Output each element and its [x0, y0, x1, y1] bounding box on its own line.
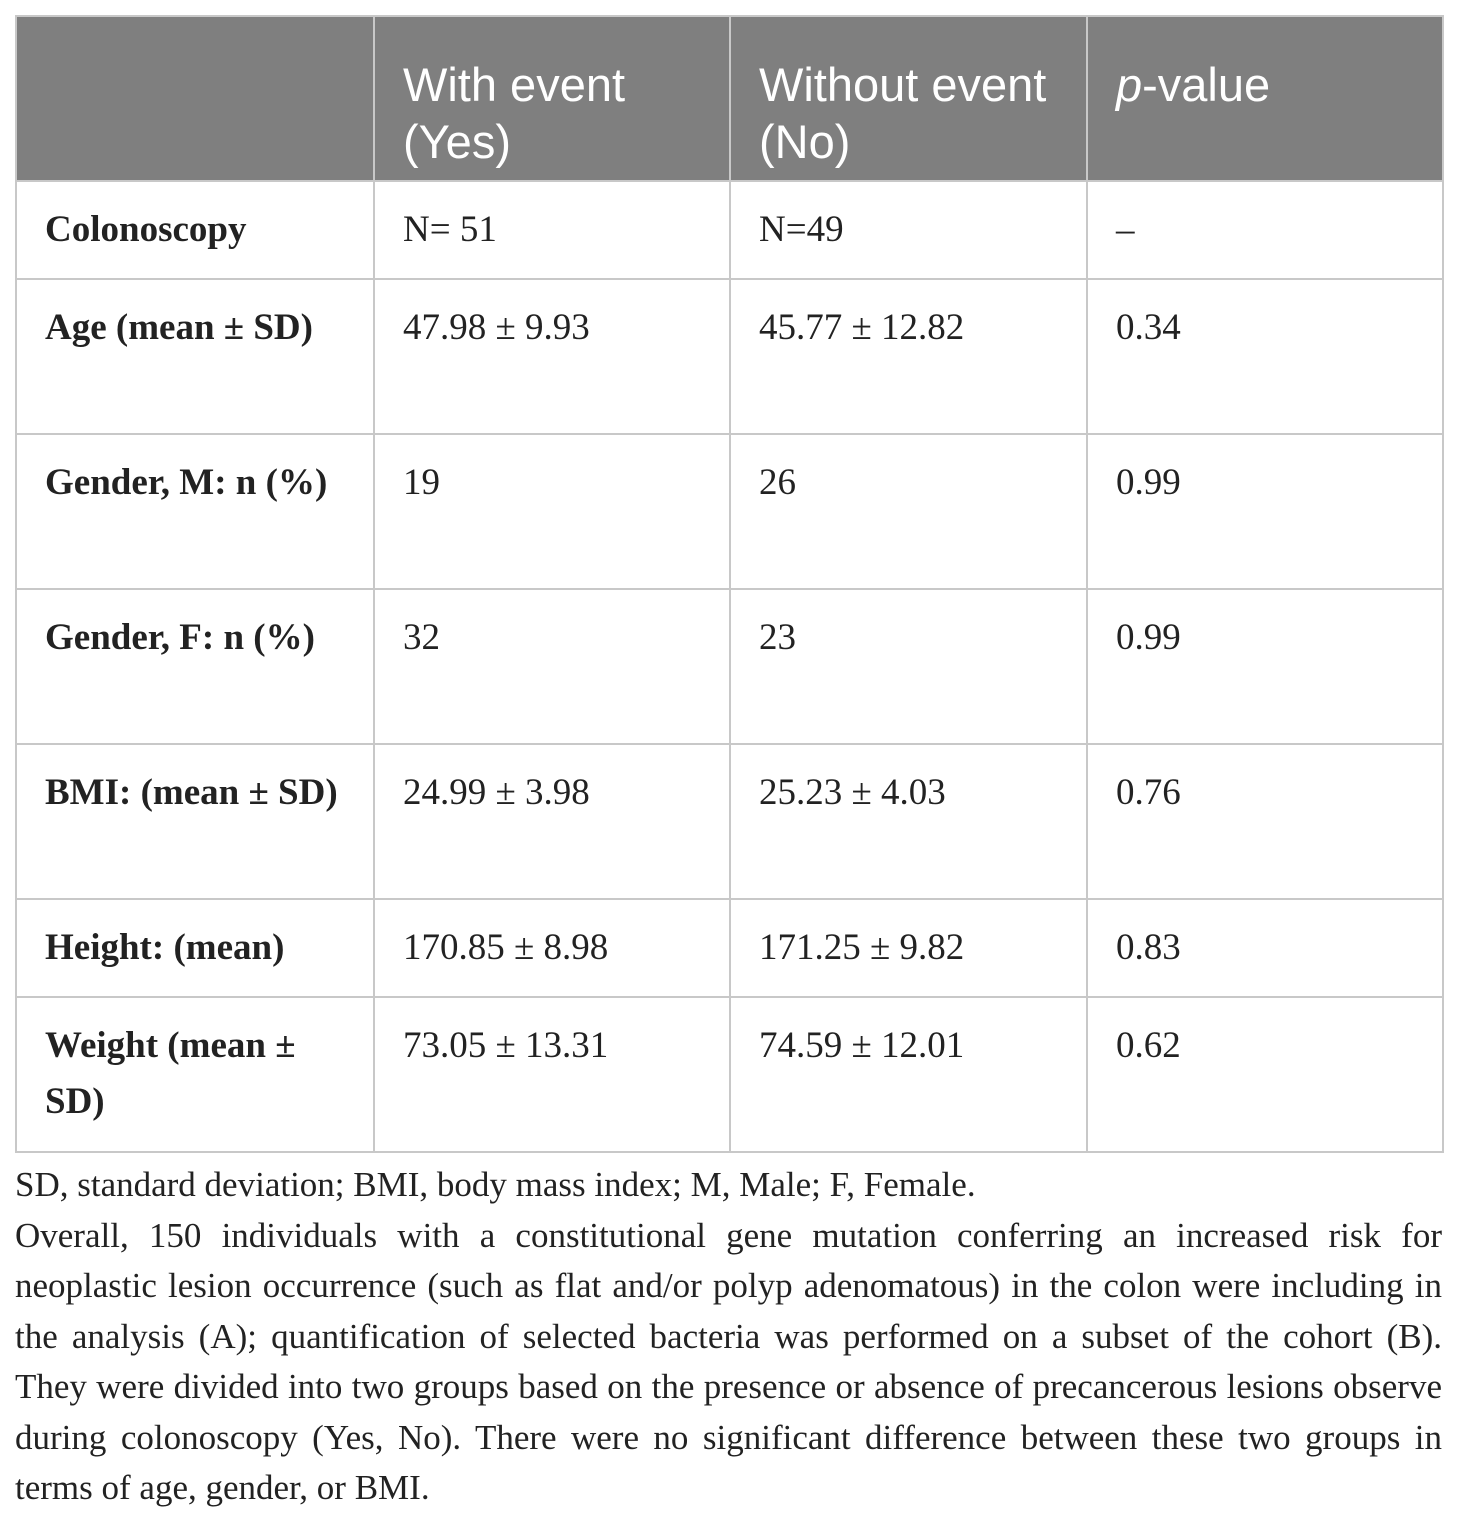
header-empty-cell: [16, 16, 374, 181]
cell-yes: 24.99 ± 3.98: [374, 744, 730, 899]
row-label: Gender, M: n (%): [16, 434, 374, 589]
cell-no: 23: [730, 589, 1087, 744]
row-label: BMI: (mean ± SD): [16, 744, 374, 899]
cell-yes: N= 51: [374, 181, 730, 279]
table-description-note: Overall, 150 individuals with a constitutional gene mutation conferring an increased risk for neoplastic lesion occurrence (such as flat and/or polyp adenomatous) in the colon were including in the analysis (A); quantification of selected bacteria was performed on a subset of the cohort (B). They were divided into two groups based on the presence or absence of precancerous lesions observe during colonoscopy (Yes, No). There were no significant difference between these two groups in terms of age, gender, or BMI.: [15, 1215, 1442, 1507]
cell-yes: 32: [374, 589, 730, 744]
cell-no: 25.23 ± 4.03: [730, 744, 1087, 899]
cohort-characteristics-table: [15, 15, 1444, 1153]
cell-no: 74.59 ± 12.01: [730, 997, 1087, 1152]
header-with-event: With event (Yes): [374, 16, 730, 181]
cell-p: 0.99: [1087, 589, 1443, 744]
table-footnotes: [15, 1160, 1442, 1514]
cell-p: 0.62: [1087, 997, 1443, 1152]
data-table-container: [15, 15, 1442, 1153]
cell-p: 0.99: [1087, 434, 1443, 589]
row-label: Height: (mean): [16, 899, 374, 997]
table-row: [16, 899, 1443, 997]
cell-yes: 19: [374, 434, 730, 589]
table-row: [16, 997, 1443, 1152]
table-header-row: [16, 16, 1443, 181]
row-label: Age (mean ± SD): [16, 279, 374, 434]
abbreviations-note: SD, standard deviation; BMI, body mass index; M, Male; F, Female.: [15, 1165, 976, 1204]
cell-yes: 170.85 ± 8.98: [374, 899, 730, 997]
cell-p: 0.83: [1087, 899, 1443, 997]
row-label: Weight (mean ± SD): [16, 997, 374, 1152]
table-row: [16, 279, 1443, 434]
row-label: Colonoscopy: [16, 181, 374, 279]
cell-no: 171.25 ± 9.82: [730, 899, 1087, 997]
table-row: [16, 589, 1443, 744]
cell-p: 0.76: [1087, 744, 1443, 899]
cell-yes: 47.98 ± 9.93: [374, 279, 730, 434]
header-p-rest: -value: [1142, 58, 1271, 111]
table-row: [16, 744, 1443, 899]
cell-no: N=49: [730, 181, 1087, 279]
table-row: [16, 434, 1443, 589]
cell-no: 45.77 ± 12.82: [730, 279, 1087, 434]
header-without-event: Without event (No): [730, 16, 1087, 181]
row-label: Gender, F: n (%): [16, 589, 374, 744]
header-p-value: [1087, 16, 1443, 181]
cell-no: 26: [730, 434, 1087, 589]
header-p-italic: p: [1116, 58, 1143, 111]
cell-p: 0.34: [1087, 279, 1443, 434]
table-row: [16, 181, 1443, 279]
cell-yes: 73.05 ± 13.31: [374, 997, 730, 1152]
cell-p: –: [1087, 181, 1443, 279]
